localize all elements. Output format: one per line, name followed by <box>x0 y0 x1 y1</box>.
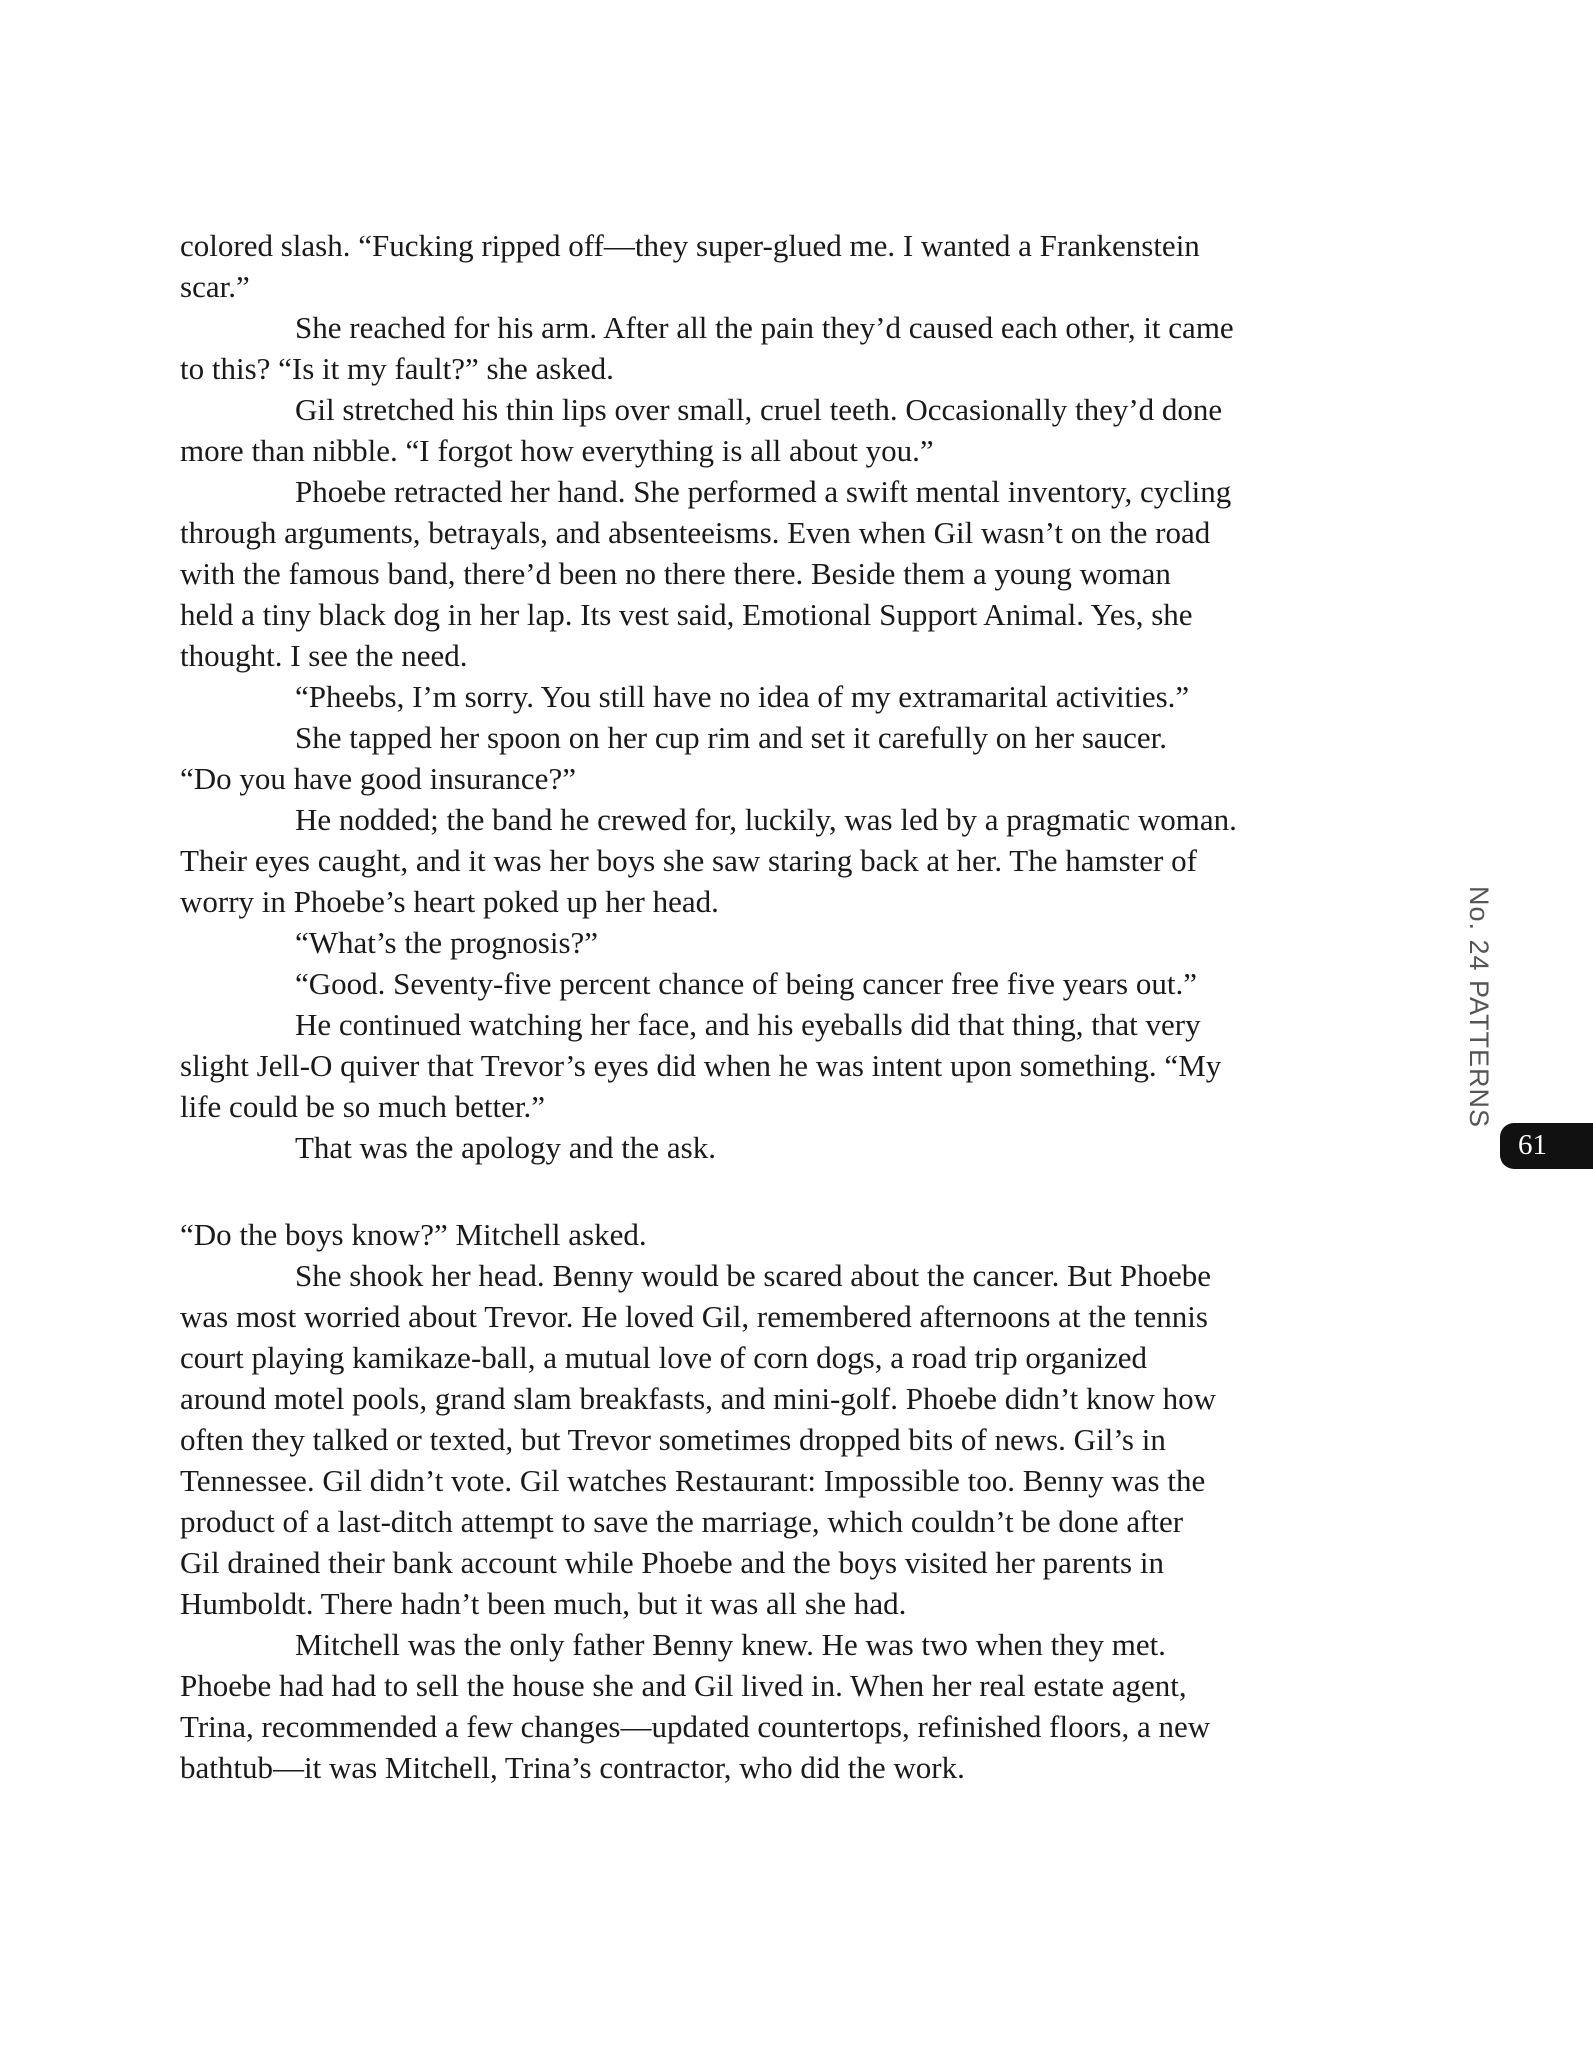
page-number: 61 <box>1518 1129 1547 1161</box>
body-text-section-1 <box>180 225 1360 1168</box>
text-line: worry in Phoebe’s heart poked up her head. <box>180 884 719 919</box>
text-line: Tennessee. Gil didn’t vote. Gil watches Restaurant: Impossible too. Benny was the <box>180 1463 1206 1498</box>
text-line: held a tiny black dog in her lap. Its vest said, Emotional Support Animal. Yes, she <box>180 597 1193 632</box>
text-line: That was the apology and the ask. <box>295 1130 716 1165</box>
text-line: Gil drained their bank account while Phoebe and the boys visited her parents in <box>180 1545 1164 1580</box>
text-line: “Good. Seventy-five percent chance of being cancer free five years out.” <box>295 966 1197 1001</box>
text-line: product of a last-ditch attempt to save the marriage, which couldn’t be done after <box>180 1504 1184 1539</box>
text-line: Trina, recommended a few changes—updated countertops, refinished floors, a new <box>180 1709 1211 1744</box>
text-line: often they talked or texted, but Trevor sometimes dropped bits of news. Gil’s in <box>180 1422 1166 1457</box>
text-line: Humboldt. There hadn’t been much, but it was all she had. <box>180 1586 907 1621</box>
text-line: He nodded; the band he crewed for, luckily, was led by a pragmatic woman. <box>295 802 1237 837</box>
text-line: He continued watching her face, and his eyeballs did that thing, that very <box>295 1007 1201 1042</box>
text-line: “What’s the prognosis?” <box>295 925 599 960</box>
page-number-tab <box>1500 1123 1593 1169</box>
text-line: with the famous band, there’d been no there there. Beside them a young woman <box>180 556 1171 591</box>
text-line: scar.” <box>180 269 250 304</box>
text-line: Mitchell was the only father Benny knew. He was two when they met. <box>295 1627 1166 1662</box>
text-line: around motel pools, grand slam breakfasts, and mini-golf. Phoebe didn’t know how <box>180 1381 1217 1416</box>
text-line: Phoebe had had to sell the house she and Gil lived in. When her real estate agent, <box>180 1668 1187 1703</box>
text-line: thought. I see the need. <box>180 638 468 673</box>
text-line: bathtub—it was Mitchell, Trina’s contractor, who did the work. <box>180 1750 965 1785</box>
text-line: colored slash. “Fucking ripped off—they super-glued me. I wanted a Frankenstein <box>180 228 1200 263</box>
running-head: No. 24 PATTERNS <box>1464 886 1494 1129</box>
text-line: to this? “Is it my fault?” she asked. <box>180 351 614 386</box>
text-line: She tapped her spoon on her cup rim and set it carefully on her saucer. <box>295 720 1168 755</box>
text-line: Their eyes caught, and it was her boys she saw staring back at her. The hamster of <box>180 843 1197 878</box>
text-line: slight Jell-O quiver that Trevor’s eyes did when he was intent upon something. “My <box>180 1048 1222 1083</box>
text-line: was most worried about Trevor. He loved Gil, remembered afternoons at the tennis <box>180 1299 1208 1334</box>
text-line: “Pheebs, I’m sorry. You still have no idea of my extramarital activities.” <box>295 679 1190 714</box>
text-line: Phoebe retracted her hand. She performed a swift mental inventory, cycling <box>295 474 1232 509</box>
text-line: “Do the boys know?” Mitchell asked. <box>180 1217 647 1252</box>
text-line: through arguments, betrayals, and absenteeisms. Even when Gil wasn’t on the road <box>180 515 1211 550</box>
body-text-section-2 <box>180 1214 1360 1788</box>
text-line: more than nibble. “I forgot how everything is all about you.” <box>180 433 934 468</box>
text-line: She reached for his arm. After all the pain they’d caused each other, it came <box>295 310 1234 345</box>
text-line: court playing kamikaze-ball, a mutual love of corn dogs, a road trip organized <box>180 1340 1147 1375</box>
text-line: Gil stretched his thin lips over small, cruel teeth. Occasionally they’d done <box>295 392 1223 427</box>
text-line: life could be so much better.” <box>180 1089 545 1124</box>
text-line: “Do you have good insurance?” <box>180 761 576 796</box>
text-line: She shook her head. Benny would be scared about the cancer. But Phoebe <box>295 1258 1211 1293</box>
